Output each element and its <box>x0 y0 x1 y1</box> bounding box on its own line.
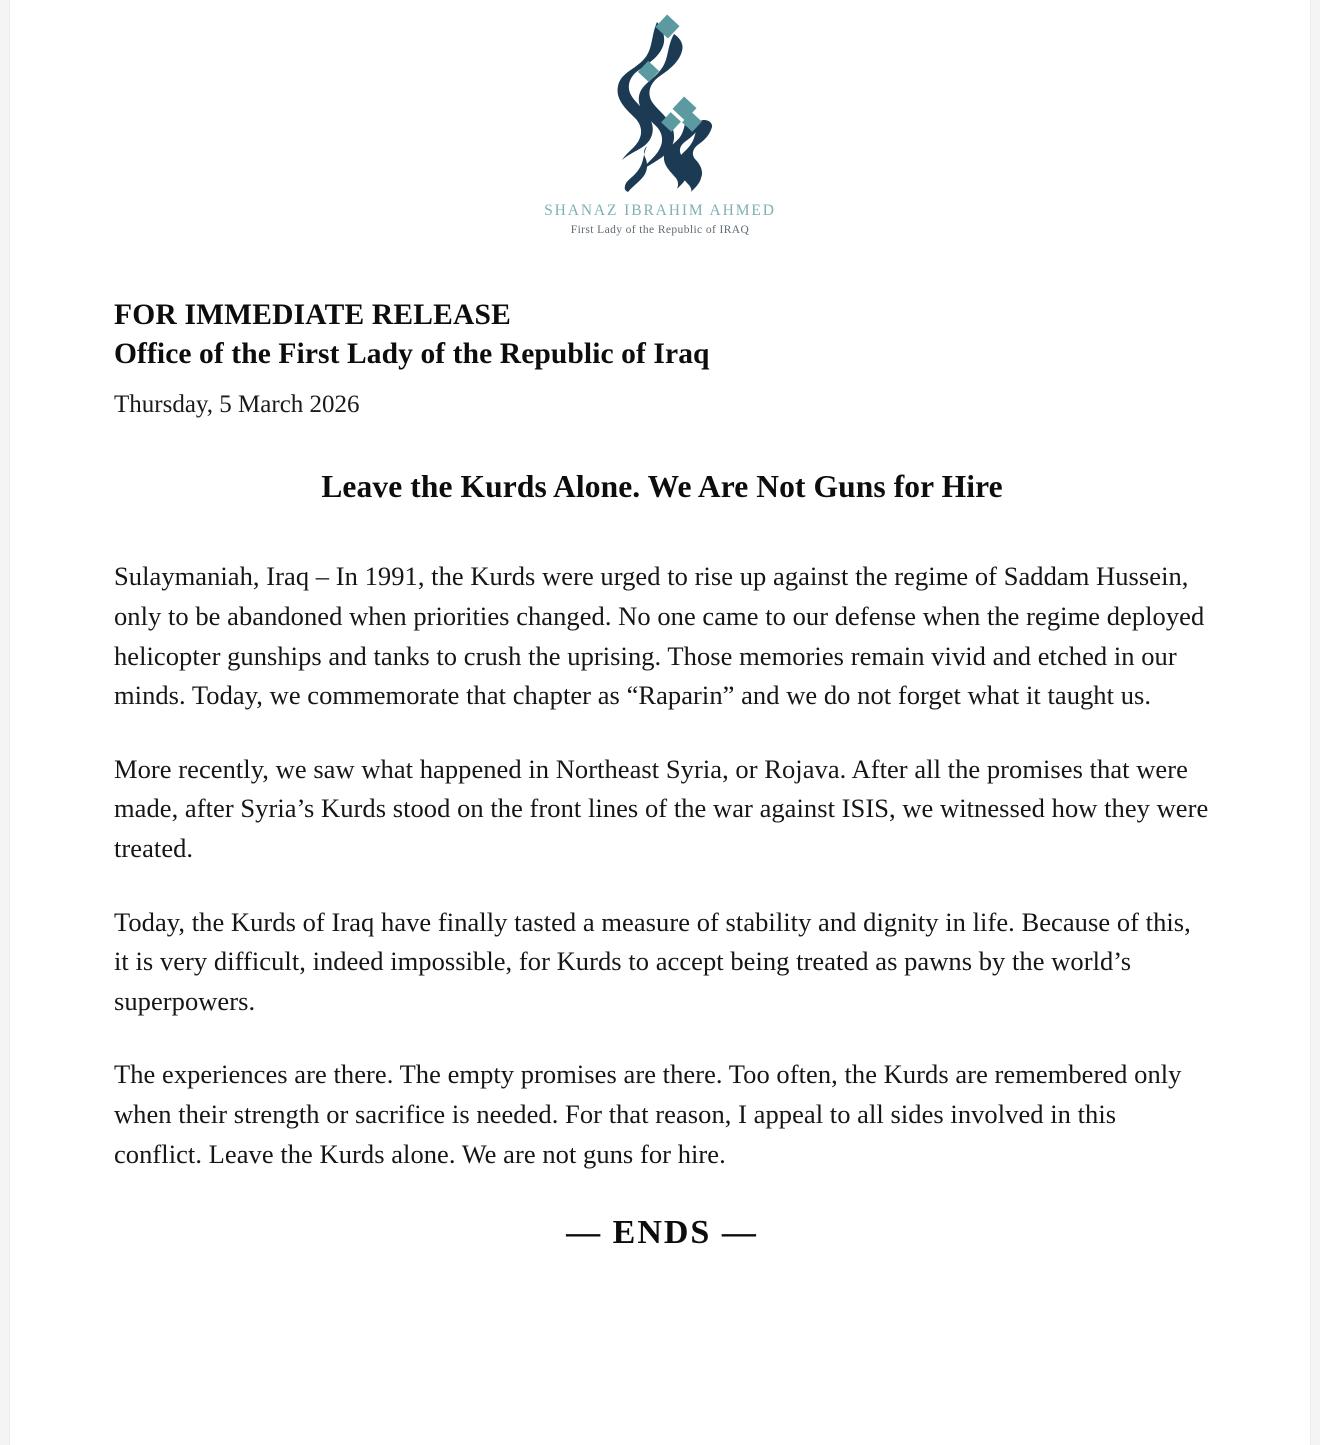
paragraph: Today, the Kurds of Iraq have finally tasted a measure of stability and dignity in life. Because of this, it is very difficult, indeed impossible, for Kurds to accept being treated as pawns by the world’s superpowers. <box>114 906 1191 1016</box>
letterhead <box>10 0 1310 236</box>
document-column <box>10 298 1310 1250</box>
article-body <box>114 557 1210 1174</box>
letterhead-subtitle: First Lady of the Republic of IRAQ <box>570 223 750 236</box>
letterhead-name: SHANAZ IBRAHIM AHMED <box>544 202 776 219</box>
document-sheet <box>9 0 1311 1445</box>
page-title: Leave the Kurds Alone. We Are Not Guns for Hire <box>321 468 1003 504</box>
end-marker: — ENDS — <box>566 1214 758 1252</box>
paragraph: Sulaymaniah, Iraq – In 1991, the Kurds were urged to rise up against the regime of Saddam Hussein, only to be abandoned when priorities changed. No one came to our defense when the regime deployed helicopter gunships and tanks to crush the uprising. Those memories remain vivid and etched in our minds. Today, we commemorate that chapter as “Raparin” and we do not forget what it taught us. <box>114 561 1205 711</box>
paragraph: The experiences are there. The empty promises are there. Too often, the Kurds are remembered only when their strength or sacrifice is needed. For that reason, I appeal to all sides involved in this conflict. Leave the Kurds alone. We are not guns for hire. <box>114 1059 1182 1169</box>
release-notice: FOR IMMEDIATE RELEASE <box>114 299 512 331</box>
paragraph: More recently, we saw what happened in Northeast Syria, or Rojava. After all the promises that were made, after Syria’s Kurds stood on the front lines of the war against ISIS, we witnessed how they were treated. <box>114 753 1209 864</box>
arabic-calligraphy-monogram-icon <box>601 14 719 192</box>
release-date: Thursday, 5 March 2026 <box>114 390 360 418</box>
issuing-office: Office of the First Lady of the Republic of Iraq <box>114 337 710 370</box>
document-content <box>10 0 1310 1445</box>
